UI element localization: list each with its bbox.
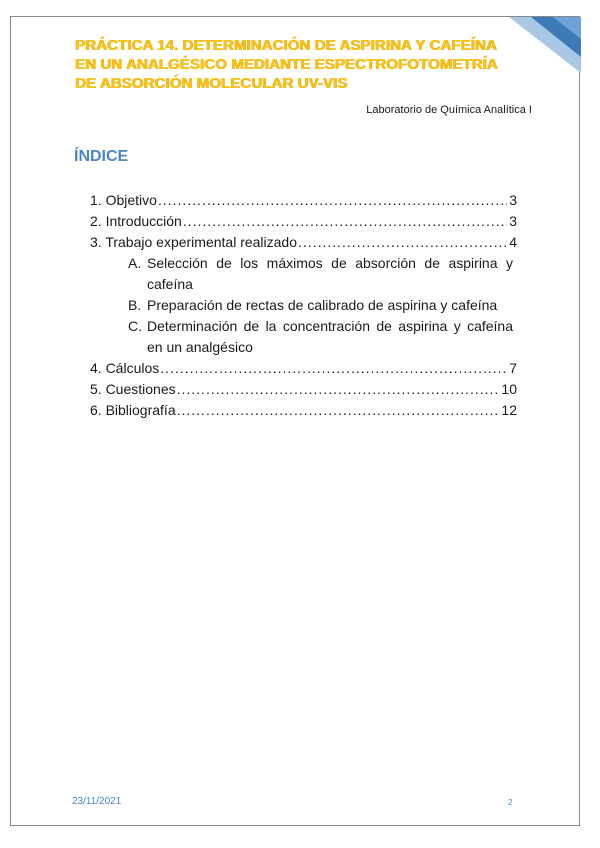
toc-item-cuestiones[interactable] <box>90 379 517 400</box>
toc-subitem-a[interactable] <box>128 253 517 295</box>
index-heading: ÍNDICE <box>74 148 129 165</box>
subitem-letter: B. <box>128 297 142 313</box>
toc-item-page: 3 <box>509 192 517 208</box>
toc-item-page: 3 <box>509 213 517 229</box>
toc-item-label: 1. Objetivo <box>90 192 157 208</box>
subitem-letter: A. <box>128 255 142 271</box>
footer-page-number: 2 <box>508 798 513 807</box>
toc-item-label: 6. Bibliografía <box>90 402 176 418</box>
document-title <box>75 36 545 93</box>
title-line-2: EN UN ANALGÉSICO MEDIANTE ESPECTROFOTOMETRÍA <box>75 56 498 73</box>
dot-leader <box>158 190 507 211</box>
title-line-3: DE ABSORCIÓN MOLECULAR UV-VIS <box>75 75 348 92</box>
title-line-1: PRÁCTICA 14. DETERMINACIÓN DE ASPIRINA Y CAFEÍNA <box>75 37 497 54</box>
footer-date: 23/11/2021 <box>72 796 122 807</box>
toc-item-trabajo-experimental[interactable] <box>90 232 517 358</box>
toc-item-objetivo[interactable] <box>90 190 517 211</box>
table-of-contents <box>90 190 517 421</box>
toc-subitem-c[interactable] <box>128 316 517 358</box>
toc-subitem-b[interactable] <box>128 295 517 316</box>
toc-item-bibliografia[interactable] <box>90 400 517 421</box>
page-border <box>10 16 580 826</box>
subitem-text: Selección de los máximos de absorción de aspirina y cafeína <box>147 255 513 292</box>
toc-item-introduccion[interactable] <box>90 211 517 232</box>
toc-item-page: 12 <box>501 402 517 418</box>
toc-item-label: 2. Introducción <box>90 213 182 229</box>
toc-item-page: 10 <box>501 381 517 397</box>
subitem-letter: C. <box>128 318 142 334</box>
toc-item-label: 3. Trabajo experimental realizado <box>90 234 298 250</box>
toc-item-label: 4. Cálculos <box>90 360 160 376</box>
subitem-text: Determinación de la concentración de aspirina y cafeína en un analgésico <box>147 318 513 355</box>
dot-leader <box>160 358 507 379</box>
toc-item-label: 5. Cuestiones <box>90 381 176 397</box>
subitem-text: Preparación de rectas de calibrado de aspirina y cafeína <box>147 297 498 313</box>
dot-leader <box>177 379 500 400</box>
dot-leader <box>298 232 507 253</box>
toc-subitems <box>90 253 517 358</box>
dot-leader <box>183 211 507 232</box>
dot-leader <box>177 400 500 421</box>
toc-item-page: 7 <box>509 360 517 376</box>
course-subtitle: Laboratorio de Química Analítica I <box>366 104 532 116</box>
toc-item-page: 4 <box>509 234 517 250</box>
toc-item-calculos[interactable] <box>90 358 517 379</box>
